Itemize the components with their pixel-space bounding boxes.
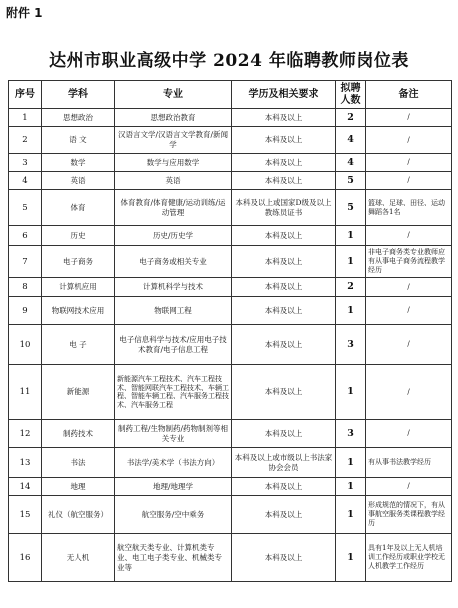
cell-note: / bbox=[366, 297, 452, 325]
cell-note: / bbox=[366, 325, 452, 365]
cell-major: 航空航天类专业、计算机类专业、电工电子类专业、机械类专业等 bbox=[115, 534, 232, 582]
cell-count: 2 bbox=[336, 278, 366, 297]
cell-count: 1 bbox=[336, 226, 366, 246]
cell-requirement: 本科及以上 bbox=[232, 109, 336, 127]
cell-subject: 无人机 bbox=[42, 534, 115, 582]
cell-count: 4 bbox=[336, 127, 366, 154]
cell-requirement: 本科及以上 bbox=[232, 496, 336, 534]
cell-count: 1 bbox=[336, 478, 366, 496]
cell-subject: 物联网技术应用 bbox=[42, 297, 115, 325]
cell-seq: 9 bbox=[9, 297, 42, 325]
cell-major: 电子商务或相关专业 bbox=[115, 246, 232, 278]
cell-note: / bbox=[366, 154, 452, 172]
cell-count: 4 bbox=[336, 154, 366, 172]
table-row bbox=[9, 365, 452, 420]
cell-subject: 体育 bbox=[42, 190, 115, 226]
positions-table bbox=[8, 80, 452, 582]
cell-requirement: 本科及以上 bbox=[232, 127, 336, 154]
cell-seq: 15 bbox=[9, 496, 42, 534]
cell-note: / bbox=[366, 172, 452, 190]
cell-requirement: 本科及以上 bbox=[232, 154, 336, 172]
cell-major: 地理/地理学 bbox=[115, 478, 232, 496]
cell-seq: 14 bbox=[9, 478, 42, 496]
table-row bbox=[9, 534, 452, 582]
cell-count: 3 bbox=[336, 325, 366, 365]
cell-seq: 11 bbox=[9, 365, 42, 420]
cell-seq: 4 bbox=[9, 172, 42, 190]
cell-seq: 7 bbox=[9, 246, 42, 278]
cell-requirement: 本科及以上 bbox=[232, 478, 336, 496]
cell-seq: 6 bbox=[9, 226, 42, 246]
cell-note: / bbox=[366, 109, 452, 127]
cell-note: 篮球、足球、田径、运动舞蹈各1名 bbox=[366, 190, 452, 226]
cell-requirement: 本科及以上 bbox=[232, 325, 336, 365]
cell-subject: 电 子 bbox=[42, 325, 115, 365]
cell-note: 形成规范的情况下，有从事航空服务类课程教学经历 bbox=[366, 496, 452, 534]
cell-note: / bbox=[366, 420, 452, 448]
cell-major: 计算机科学与技术 bbox=[115, 278, 232, 297]
cell-count: 1 bbox=[336, 534, 366, 582]
cell-count: 1 bbox=[336, 246, 366, 278]
cell-count: 5 bbox=[336, 190, 366, 226]
cell-major: 英语 bbox=[115, 172, 232, 190]
cell-requirement: 本科及以上 bbox=[232, 278, 336, 297]
cell-subject: 语 文 bbox=[42, 127, 115, 154]
cell-subject: 礼仪（航空服务） bbox=[42, 496, 115, 534]
cell-note: 非电子商务类专业教师应有从事电子商务流程教学经历 bbox=[366, 246, 452, 278]
cell-major: 新能源汽车工程技术、汽车工程技术、智能网联汽车工程技术、车辆工程、智能车辆工程、汽车服务工程技术、汽车服务工程 bbox=[115, 365, 232, 420]
cell-subject: 电子商务 bbox=[42, 246, 115, 278]
column-header-seq: 序号 bbox=[9, 81, 42, 109]
cell-subject: 地理 bbox=[42, 478, 115, 496]
cell-requirement: 本科及以上或市级以上书法家协会会员 bbox=[232, 448, 336, 478]
cell-note: 具有1年及以上无人机培训工作经历或职业学校无人机教学工作经历 bbox=[366, 534, 452, 582]
cell-major: 电子信息科学与技术/应用电子技术教育/电子信息工程 bbox=[115, 325, 232, 365]
table-row bbox=[9, 154, 452, 172]
cell-seq: 10 bbox=[9, 325, 42, 365]
table-row bbox=[9, 325, 452, 365]
cell-major: 航空服务/空中乘务 bbox=[115, 496, 232, 534]
cell-major: 物联网工程 bbox=[115, 297, 232, 325]
cell-major: 历史/历史学 bbox=[115, 226, 232, 246]
cell-major: 制药工程/生物制药/药物制剂等相关专业 bbox=[115, 420, 232, 448]
column-header-subject: 学科 bbox=[42, 81, 115, 109]
table-row bbox=[9, 420, 452, 448]
column-header-note: 备注 bbox=[366, 81, 452, 109]
cell-subject: 新能源 bbox=[42, 365, 115, 420]
table-row bbox=[9, 496, 452, 534]
cell-seq: 3 bbox=[9, 154, 42, 172]
document-title: 达州市职业高级中学 2024 年临聘教师岗位表 bbox=[49, 51, 409, 71]
cell-requirement: 本科及以上 bbox=[232, 246, 336, 278]
cell-subject: 数学 bbox=[42, 154, 115, 172]
cell-subject: 计算机应用 bbox=[42, 278, 115, 297]
table-row bbox=[9, 226, 452, 246]
cell-note: / bbox=[366, 127, 452, 154]
cell-requirement: 本科及以上 bbox=[232, 172, 336, 190]
cell-note: / bbox=[366, 478, 452, 496]
table-row bbox=[9, 246, 452, 278]
cell-note: / bbox=[366, 278, 452, 297]
cell-subject: 英语 bbox=[42, 172, 115, 190]
cell-count: 1 bbox=[336, 496, 366, 534]
cell-requirement: 本科及以上或国家D级及以上教练员证书 bbox=[232, 190, 336, 226]
table-row bbox=[9, 127, 452, 154]
cell-requirement: 本科及以上 bbox=[232, 420, 336, 448]
cell-subject: 思想政治 bbox=[42, 109, 115, 127]
table-row bbox=[9, 278, 452, 297]
cell-seq: 8 bbox=[9, 278, 42, 297]
cell-seq: 5 bbox=[9, 190, 42, 226]
cell-count: 1 bbox=[336, 297, 366, 325]
cell-major: 书法学/美术学（书法方向） bbox=[115, 448, 232, 478]
cell-subject: 历史 bbox=[42, 226, 115, 246]
cell-seq: 1 bbox=[9, 109, 42, 127]
cell-major: 体育教育/体育健康/运动训练/运动管理 bbox=[115, 190, 232, 226]
cell-count: 2 bbox=[336, 109, 366, 127]
attachment-label: 附件 1 bbox=[6, 6, 43, 20]
table-row bbox=[9, 448, 452, 478]
cell-seq: 16 bbox=[9, 534, 42, 582]
column-header-count: 拟聘人数 bbox=[336, 81, 366, 109]
cell-subject: 制药技术 bbox=[42, 420, 115, 448]
cell-count: 1 bbox=[336, 448, 366, 478]
cell-subject: 书法 bbox=[42, 448, 115, 478]
table-row bbox=[9, 297, 452, 325]
cell-requirement: 本科及以上 bbox=[232, 534, 336, 582]
cell-major: 汉语言文学/汉语言文学教育/新闻学 bbox=[115, 127, 232, 154]
table-row bbox=[9, 478, 452, 496]
table-row bbox=[9, 109, 452, 127]
table-header-row bbox=[9, 81, 452, 109]
cell-count: 5 bbox=[336, 172, 366, 190]
table-row bbox=[9, 190, 452, 226]
cell-note: / bbox=[366, 226, 452, 246]
cell-major: 思想政治教育 bbox=[115, 109, 232, 127]
cell-count: 1 bbox=[336, 365, 366, 420]
cell-requirement: 本科及以上 bbox=[232, 226, 336, 246]
cell-requirement: 本科及以上 bbox=[232, 297, 336, 325]
cell-count: 3 bbox=[336, 420, 366, 448]
table-row bbox=[9, 172, 452, 190]
cell-requirement: 本科及以上 bbox=[232, 365, 336, 420]
cell-major: 数学与应用数学 bbox=[115, 154, 232, 172]
cell-seq: 2 bbox=[9, 127, 42, 154]
column-header-requirement: 学历及相关要求 bbox=[232, 81, 336, 109]
column-header-major: 专业 bbox=[115, 81, 232, 109]
cell-note: / bbox=[366, 365, 452, 420]
cell-note: 有从事书法教学经历 bbox=[366, 448, 452, 478]
cell-seq: 12 bbox=[9, 420, 42, 448]
cell-seq: 13 bbox=[9, 448, 42, 478]
